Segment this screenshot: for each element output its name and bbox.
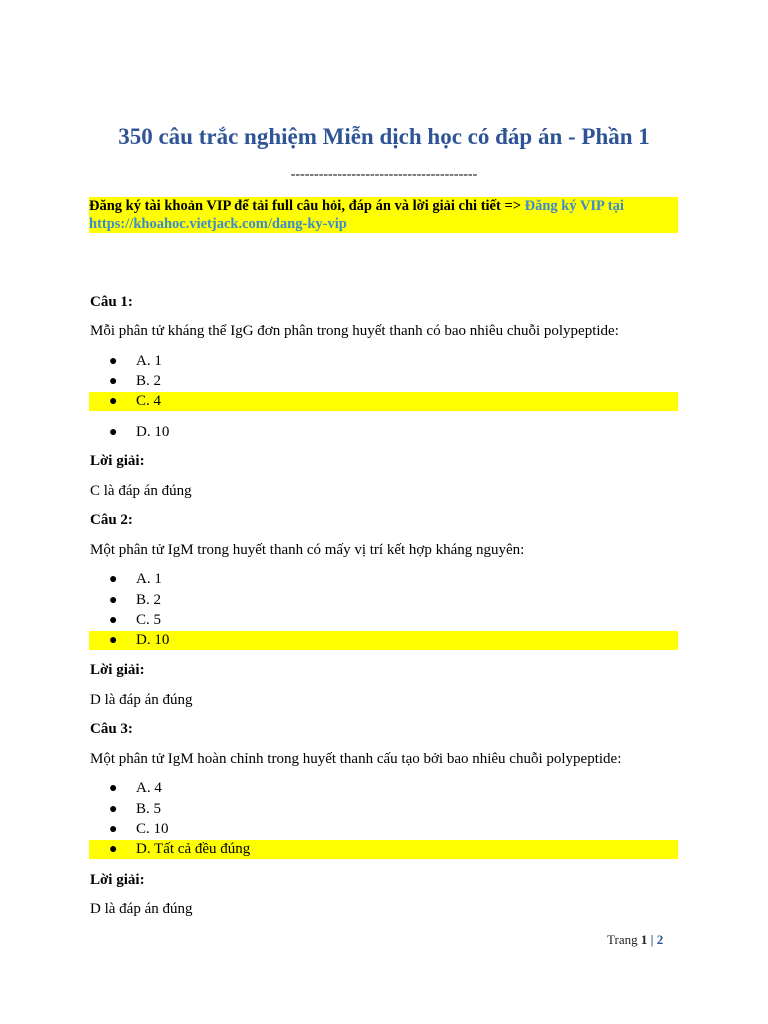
footer-page-number: 1	[640, 932, 648, 947]
question-1-label: Câu 1:	[90, 294, 133, 310]
document-title: 350 câu trắc nghiệm Miễn dịch học có đáp án - Phần 1	[118, 124, 650, 149]
question-3-option-b	[89, 800, 678, 819]
bullet-dot-icon: ●	[109, 781, 118, 796]
question-1-option-a	[89, 352, 678, 371]
option-text: D. 10	[136, 632, 170, 648]
vip-link-url[interactable]: https://khoahoc.vietjack.com/dang-ky-vip	[89, 216, 347, 232]
question-3-option-a	[89, 779, 678, 798]
question-3-solution: D là đáp án đúng	[90, 901, 193, 917]
bullet-dot-icon: ●	[109, 842, 118, 857]
bullet-dot-icon: ●	[109, 593, 118, 608]
bullet-dot-icon: ●	[109, 354, 118, 369]
bullet-dot-icon: ●	[109, 374, 118, 389]
question-1-text: Mỗi phân tử kháng thể IgG đơn phân trong huyết thanh có bao nhiêu chuỗi polypeptide:	[90, 323, 619, 339]
footer-total-pages: 2	[656, 932, 664, 947]
option-text: D. Tất cả đều đúng	[136, 841, 251, 857]
question-1-solution-label: Lời giải:	[90, 453, 145, 469]
title-divider: ----------------------------------------	[290, 167, 478, 182]
question-2-text: Một phân tử IgM trong huyết thanh có mấy vị trí kết hợp kháng nguyên:	[90, 542, 525, 558]
option-text: D. 10	[136, 424, 170, 440]
option-text: B. 5	[136, 801, 162, 817]
question-3-option-c	[89, 820, 678, 839]
option-text: C. 5	[136, 612, 162, 628]
question-1-option-d	[89, 423, 678, 442]
bullet-dot-icon: ●	[109, 802, 118, 817]
question-1-solution: C là đáp án đúng	[90, 483, 192, 499]
bullet-dot-icon: ●	[109, 613, 118, 628]
question-3-label: Câu 3:	[90, 721, 133, 737]
question-2-option-c	[89, 611, 678, 630]
question-2-solution: D là đáp án đúng	[90, 692, 193, 708]
bullet-dot-icon: ●	[109, 425, 118, 440]
option-text: B. 2	[136, 373, 162, 389]
option-text: A. 1	[136, 571, 162, 587]
question-1-option-c-highlighted	[89, 392, 678, 411]
footer-prefix: Trang	[607, 932, 638, 947]
bullet-dot-icon: ●	[109, 822, 118, 837]
option-text: C. 10	[136, 821, 169, 837]
promo-text: Đăng ký tài khoản VIP để tải full câu hỏi, đáp án và lời giải chi tiết =>	[89, 198, 521, 214]
page-footer	[607, 932, 663, 948]
question-2-option-a	[89, 570, 678, 589]
vip-promo-banner	[89, 197, 678, 233]
option-text: A. 1	[136, 353, 162, 369]
vip-link-label[interactable]: Đăng ký VIP tại	[524, 198, 624, 214]
question-2-solution-label: Lời giải:	[90, 662, 145, 678]
question-2-option-b	[89, 591, 678, 610]
question-2-label: Câu 2:	[90, 512, 133, 528]
bullet-dot-icon: ●	[109, 572, 118, 587]
question-3-solution-label: Lời giải:	[90, 872, 145, 888]
question-3-option-d-highlighted	[89, 840, 678, 859]
bullet-dot-icon: ●	[109, 394, 118, 409]
footer-separator: |	[650, 932, 654, 947]
question-3-text: Một phân tử IgM hoàn chỉnh trong huyết thanh cấu tạo bởi bao nhiêu chuỗi polypeptide:	[90, 751, 622, 767]
bullet-dot-icon: ●	[109, 633, 118, 648]
option-text: B. 2	[136, 592, 162, 608]
option-text: A. 4	[136, 780, 162, 796]
option-text: C. 4	[136, 393, 162, 409]
question-2-option-d-highlighted	[89, 631, 678, 650]
question-1-option-b	[89, 372, 678, 391]
